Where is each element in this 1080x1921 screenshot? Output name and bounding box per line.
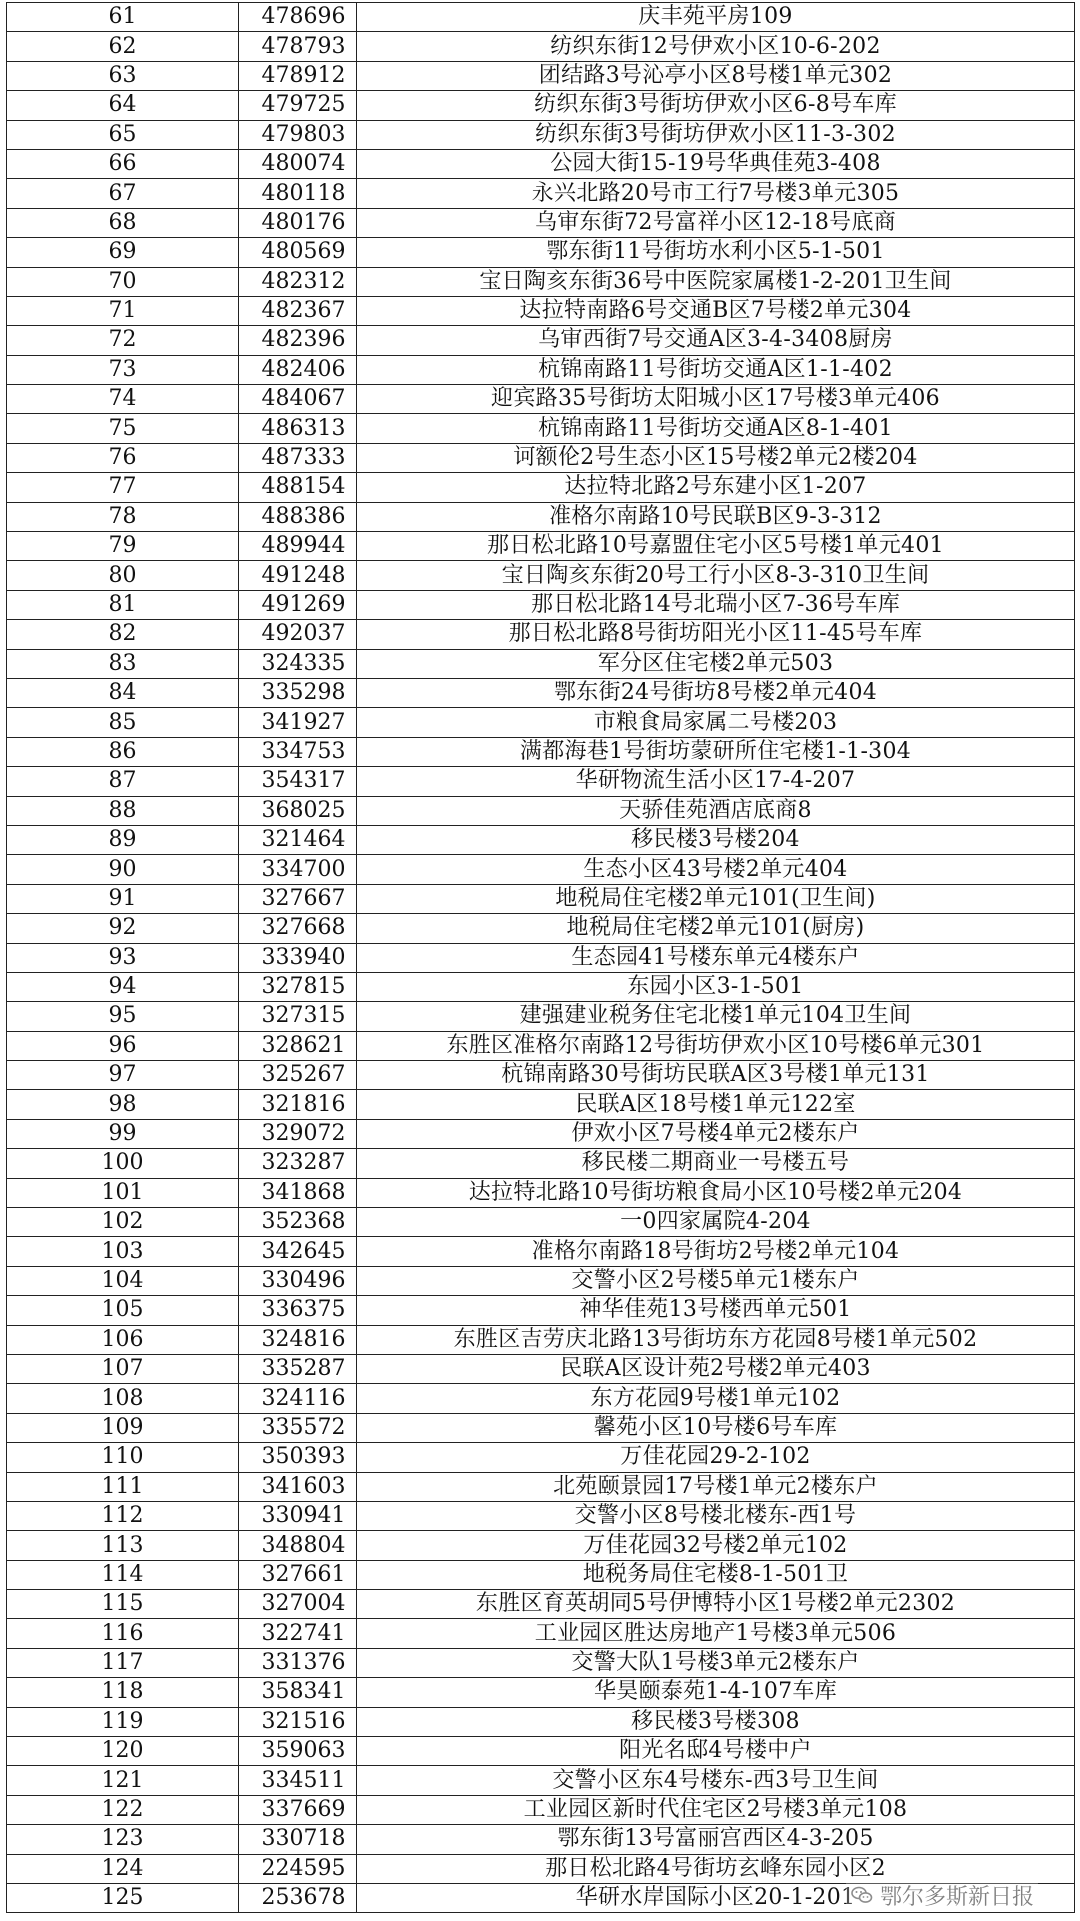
seq-cell: 109 — [7, 1413, 239, 1442]
seq-cell: 100 — [7, 1149, 239, 1178]
address-cell: 华昊颐泰苑1-4-107车库 — [357, 1678, 1075, 1707]
seq-cell: 66 — [7, 149, 239, 178]
table-row — [7, 208, 1075, 237]
seq-cell: 89 — [7, 825, 239, 854]
address-cell: 满都海巷1号街坊蒙研所住宅楼1-1-304 — [357, 737, 1075, 766]
watermark-text: 鄂尔多斯新日报 — [880, 1884, 1035, 1910]
seq-cell: 118 — [7, 1678, 239, 1707]
seq-cell: 63 — [7, 61, 239, 90]
table-row — [7, 737, 1075, 766]
code-cell: 352368 — [239, 1208, 357, 1237]
seq-cell: 98 — [7, 1090, 239, 1119]
code-cell: 480118 — [239, 179, 357, 208]
table-row — [7, 943, 1075, 972]
table-row — [7, 1707, 1075, 1736]
table-row — [7, 3, 1075, 32]
seq-cell: 78 — [7, 502, 239, 531]
seq-cell: 85 — [7, 708, 239, 737]
address-cell: 达拉特北路10号街坊粮食局小区10号楼2单元204 — [357, 1178, 1075, 1207]
address-cell: 移民楼3号楼204 — [357, 825, 1075, 854]
code-cell: 482406 — [239, 355, 357, 384]
code-cell: 354317 — [239, 767, 357, 796]
code-cell: 480074 — [239, 149, 357, 178]
seq-cell: 93 — [7, 943, 239, 972]
table-row — [7, 1296, 1075, 1325]
seq-cell: 108 — [7, 1384, 239, 1413]
code-cell: 479725 — [239, 91, 357, 120]
address-cell: 生态园41号楼东单元4楼东户 — [357, 943, 1075, 972]
address-cell: 交警小区8号楼北楼东-西1号 — [357, 1501, 1075, 1530]
seq-cell: 80 — [7, 561, 239, 590]
code-cell: 327815 — [239, 972, 357, 1001]
seq-cell: 75 — [7, 414, 239, 443]
seq-cell: 115 — [7, 1590, 239, 1619]
seq-cell: 112 — [7, 1501, 239, 1530]
code-cell: 321516 — [239, 1707, 357, 1736]
seq-cell: 69 — [7, 238, 239, 267]
seq-cell: 101 — [7, 1178, 239, 1207]
address-cell: 东胜区育英胡同5号伊博特小区1号楼2单元2302 — [357, 1590, 1075, 1619]
seq-cell: 92 — [7, 914, 239, 943]
table-row — [7, 1061, 1075, 1090]
table-row — [7, 1354, 1075, 1383]
table-row — [7, 1825, 1075, 1854]
code-cell: 335287 — [239, 1354, 357, 1383]
address-cell: 伊欢小区7号楼4单元2楼东户 — [357, 1119, 1075, 1148]
code-cell: 325267 — [239, 1061, 357, 1090]
seq-cell: 96 — [7, 1031, 239, 1060]
seq-cell: 90 — [7, 855, 239, 884]
table-row — [7, 1266, 1075, 1295]
address-cell: 达拉特北路2号东建小区1-207 — [357, 473, 1075, 502]
address-cell: 交警小区东4号楼东-西3号卫生间 — [357, 1766, 1075, 1795]
wechat-icon — [850, 1883, 874, 1907]
seq-cell: 113 — [7, 1531, 239, 1560]
code-cell: 331376 — [239, 1648, 357, 1677]
code-cell: 327668 — [239, 914, 357, 943]
code-cell: 478912 — [239, 61, 357, 90]
code-cell: 359063 — [239, 1737, 357, 1766]
table-row — [7, 443, 1075, 472]
table-row — [7, 473, 1075, 502]
address-cell: 移民楼3号楼308 — [357, 1707, 1075, 1736]
code-cell: 478696 — [239, 3, 357, 32]
table-row — [7, 326, 1075, 355]
table-row — [7, 238, 1075, 267]
address-cell: 杭锦南路30号街坊民联A区3号楼1单元131 — [357, 1061, 1075, 1090]
seq-cell: 125 — [7, 1884, 239, 1913]
code-cell: 327667 — [239, 884, 357, 913]
code-cell: 324116 — [239, 1384, 357, 1413]
code-cell: 358341 — [239, 1678, 357, 1707]
seq-cell: 72 — [7, 326, 239, 355]
address-cell: 宝日陶亥东街36号中医院家属楼1-2-201卫生间 — [357, 267, 1075, 296]
code-cell: 328621 — [239, 1031, 357, 1060]
seq-cell: 120 — [7, 1737, 239, 1766]
address-cell: 民联A区18号楼1单元122室 — [357, 1090, 1075, 1119]
address-cell: 神华佳苑13号楼西单元501 — [357, 1296, 1075, 1325]
seq-cell: 70 — [7, 267, 239, 296]
address-cell: 工业园区胜达房地产1号楼3单元506 — [357, 1619, 1075, 1648]
table-row — [7, 1619, 1075, 1648]
code-cell: 489944 — [239, 532, 357, 561]
seq-cell: 82 — [7, 620, 239, 649]
table-row — [7, 796, 1075, 825]
seq-cell: 61 — [7, 3, 239, 32]
code-cell: 482396 — [239, 326, 357, 355]
code-cell: 368025 — [239, 796, 357, 825]
table-row — [7, 914, 1075, 943]
code-cell: 330496 — [239, 1266, 357, 1295]
seq-cell: 73 — [7, 355, 239, 384]
address-cell: 华研水岸国际小区20-1-201 — [357, 1884, 1075, 1913]
address-cell: 那日松北路4号街坊玄峰东园小区2 — [357, 1854, 1075, 1883]
address-cell: 建强建业税务住宅北楼1单元104卫生间 — [357, 1002, 1075, 1031]
address-cell: 庆丰苑平房109 — [357, 3, 1075, 32]
address-cell: 东方花园9号楼1单元102 — [357, 1384, 1075, 1413]
table-row — [7, 708, 1075, 737]
address-cell: 达拉特南路6号交通B区7号楼2单元304 — [357, 296, 1075, 325]
table-row — [7, 1531, 1075, 1560]
code-cell: 334700 — [239, 855, 357, 884]
code-cell: 324816 — [239, 1325, 357, 1354]
code-cell: 491248 — [239, 561, 357, 590]
address-cell: 馨苑小区10号楼6号车库 — [357, 1413, 1075, 1442]
seq-cell: 119 — [7, 1707, 239, 1736]
seq-cell: 81 — [7, 590, 239, 619]
code-cell: 224595 — [239, 1854, 357, 1883]
code-cell: 337669 — [239, 1795, 357, 1824]
table-row — [7, 1119, 1075, 1148]
address-cell: 工业园区新时代住宅区2号楼3单元108 — [357, 1795, 1075, 1824]
seq-cell: 117 — [7, 1648, 239, 1677]
seq-cell: 91 — [7, 884, 239, 913]
address-cell: 地税局住宅楼2单元101(卫生间) — [357, 884, 1075, 913]
seq-cell: 99 — [7, 1119, 239, 1148]
seq-cell: 103 — [7, 1237, 239, 1266]
address-cell: 永兴北路20号市工行7号楼3单元305 — [357, 179, 1075, 208]
seq-cell: 95 — [7, 1002, 239, 1031]
table-row — [7, 972, 1075, 1001]
seq-cell: 110 — [7, 1443, 239, 1472]
code-cell: 321816 — [239, 1090, 357, 1119]
table-row — [7, 91, 1075, 120]
code-cell: 487333 — [239, 443, 357, 472]
table-row — [7, 502, 1075, 531]
code-cell: 350393 — [239, 1443, 357, 1472]
seq-cell: 97 — [7, 1061, 239, 1090]
seq-cell: 104 — [7, 1266, 239, 1295]
seq-cell: 74 — [7, 385, 239, 414]
table-row — [7, 1766, 1075, 1795]
table-row — [7, 532, 1075, 561]
address-cell: 地税务局住宅楼8-1-501卫 — [357, 1560, 1075, 1589]
table-row — [7, 355, 1075, 384]
code-cell: 330718 — [239, 1825, 357, 1854]
code-cell: 479803 — [239, 120, 357, 149]
seq-cell: 94 — [7, 972, 239, 1001]
seq-cell: 71 — [7, 296, 239, 325]
code-cell: 329072 — [239, 1119, 357, 1148]
code-cell: 334511 — [239, 1766, 357, 1795]
address-cell: 那日松北路10号嘉盟住宅小区5号楼1单元401 — [357, 532, 1075, 561]
table-row — [7, 32, 1075, 61]
address-cell: 东胜区准格尔南路12号街坊伊欢小区10号楼6单元301 — [357, 1031, 1075, 1060]
address-cell: 纺织东街3号街坊伊欢小区6-8号车库 — [357, 91, 1075, 120]
address-cell: 准格尔南路18号街坊2号楼2单元104 — [357, 1237, 1075, 1266]
address-cell: 市粮食局家属二号楼203 — [357, 708, 1075, 737]
seq-cell: 116 — [7, 1619, 239, 1648]
seq-cell: 123 — [7, 1825, 239, 1854]
seq-cell: 102 — [7, 1208, 239, 1237]
seq-cell: 67 — [7, 179, 239, 208]
code-cell: 341868 — [239, 1178, 357, 1207]
table-row — [7, 767, 1075, 796]
table-row — [7, 1443, 1075, 1472]
code-cell: 333940 — [239, 943, 357, 972]
seq-cell: 65 — [7, 120, 239, 149]
address-cell: 鄂东街11号街坊水利小区5-1-501 — [357, 238, 1075, 267]
address-cell: 交警大队1号楼3单元2楼东户 — [357, 1648, 1075, 1677]
address-cell: 乌审东街72号富祥小区12-18号底商 — [357, 208, 1075, 237]
table-row — [7, 590, 1075, 619]
table-row — [7, 1090, 1075, 1119]
table-row — [7, 678, 1075, 707]
address-cell: 纺织东街12号伊欢小区10-6-202 — [357, 32, 1075, 61]
seq-cell: 77 — [7, 473, 239, 502]
publisher-watermark — [846, 1879, 1038, 1911]
table-row — [7, 1472, 1075, 1501]
table-row — [7, 179, 1075, 208]
address-cell: 移民楼二期商业一号楼五号 — [357, 1149, 1075, 1178]
address-cell: 万佳花园32号楼2单元102 — [357, 1531, 1075, 1560]
table-row — [7, 649, 1075, 678]
table-row — [7, 855, 1075, 884]
code-cell: 327661 — [239, 1560, 357, 1589]
table-row — [7, 1002, 1075, 1031]
code-cell: 486313 — [239, 414, 357, 443]
address-cell: 军分区住宅楼2单元503 — [357, 649, 1075, 678]
table-row — [7, 296, 1075, 325]
address-cell: 阳光名邸4号楼中户 — [357, 1737, 1075, 1766]
address-cell: 华研物流生活小区17-4-207 — [357, 767, 1075, 796]
seq-cell: 62 — [7, 32, 239, 61]
seq-cell: 121 — [7, 1766, 239, 1795]
code-cell: 336375 — [239, 1296, 357, 1325]
address-cell: 一0四家属院4-204 — [357, 1208, 1075, 1237]
address-cell: 天骄佳苑酒店底商8 — [357, 796, 1075, 825]
table-row — [7, 1031, 1075, 1060]
code-cell: 322741 — [239, 1619, 357, 1648]
address-cell: 宝日陶亥东街20号工行小区8-3-310卫生间 — [357, 561, 1075, 590]
address-table — [6, 2, 1075, 1913]
seq-cell: 106 — [7, 1325, 239, 1354]
table-row — [7, 1560, 1075, 1589]
seq-cell: 124 — [7, 1854, 239, 1883]
table-row — [7, 1237, 1075, 1266]
code-cell: 480569 — [239, 238, 357, 267]
code-cell: 327315 — [239, 1002, 357, 1031]
table-row — [7, 1737, 1075, 1766]
code-cell: 480176 — [239, 208, 357, 237]
code-cell: 327004 — [239, 1590, 357, 1619]
address-cell: 杭锦南路11号街坊交通A区1-1-402 — [357, 355, 1075, 384]
address-cell: 准格尔南路10号民联B区9-3-312 — [357, 502, 1075, 531]
address-cell: 东园小区3-1-501 — [357, 972, 1075, 1001]
seq-cell: 88 — [7, 796, 239, 825]
table-row — [7, 61, 1075, 90]
address-cell: 公园大街15-19号华典佳苑3-408 — [357, 149, 1075, 178]
table-row — [7, 1648, 1075, 1677]
code-cell: 348804 — [239, 1531, 357, 1560]
table-row — [7, 1149, 1075, 1178]
table-row — [7, 1795, 1075, 1824]
table-row — [7, 1208, 1075, 1237]
code-cell: 334753 — [239, 737, 357, 766]
address-cell: 北苑颐景园17号楼1单元2楼东户 — [357, 1472, 1075, 1501]
code-cell: 482312 — [239, 267, 357, 296]
seq-cell: 111 — [7, 1472, 239, 1501]
seq-cell: 64 — [7, 91, 239, 120]
address-cell: 东胜区吉劳庆北路13号街坊东方花园8号楼1单元502 — [357, 1325, 1075, 1354]
code-cell: 491269 — [239, 590, 357, 619]
seq-cell: 105 — [7, 1296, 239, 1325]
seq-cell: 107 — [7, 1354, 239, 1383]
code-cell: 492037 — [239, 620, 357, 649]
table-row — [7, 884, 1075, 913]
seq-cell: 83 — [7, 649, 239, 678]
table-row — [7, 149, 1075, 178]
code-cell: 488154 — [239, 473, 357, 502]
table-row — [7, 1178, 1075, 1207]
code-cell: 484067 — [239, 385, 357, 414]
code-cell: 324335 — [239, 649, 357, 678]
table-row — [7, 620, 1075, 649]
code-cell: 341603 — [239, 1472, 357, 1501]
seq-cell: 87 — [7, 767, 239, 796]
seq-cell: 122 — [7, 1795, 239, 1824]
address-cell: 鄂东街24号街坊8号楼2单元404 — [357, 678, 1075, 707]
seq-cell: 86 — [7, 737, 239, 766]
table-row — [7, 120, 1075, 149]
table-row — [7, 1678, 1075, 1707]
address-cell: 民联A区设计苑2号楼2单元403 — [357, 1354, 1075, 1383]
address-cell: 地税局住宅楼2单元101(厨房) — [357, 914, 1075, 943]
table-row — [7, 385, 1075, 414]
table-row — [7, 1501, 1075, 1530]
address-cell: 鄂东街13号富丽宫西区4-3-205 — [357, 1825, 1075, 1854]
table-row — [7, 1590, 1075, 1619]
seq-cell: 79 — [7, 532, 239, 561]
seq-cell: 114 — [7, 1560, 239, 1589]
table-row — [7, 825, 1075, 854]
code-cell: 342645 — [239, 1237, 357, 1266]
seq-cell: 84 — [7, 678, 239, 707]
table-body — [7, 3, 1075, 1913]
table-row — [7, 1384, 1075, 1413]
address-cell: 那日松北路14号北瑞小区7-36号车库 — [357, 590, 1075, 619]
code-cell: 488386 — [239, 502, 357, 531]
address-cell: 团结路3号沁亭小区8号楼1单元302 — [357, 61, 1075, 90]
seq-cell: 76 — [7, 443, 239, 472]
address-cell: 杭锦南路11号街坊交通A区8-1-401 — [357, 414, 1075, 443]
address-cell: 诃额伦2号生态小区15号楼2单元2楼204 — [357, 443, 1075, 472]
table-row — [7, 1325, 1075, 1354]
code-cell: 341927 — [239, 708, 357, 737]
address-cell: 纺织东街3号街坊伊欢小区11-3-302 — [357, 120, 1075, 149]
address-cell: 乌审西街7号交通A区3-4-3408厨房 — [357, 326, 1075, 355]
address-cell: 迎宾路35号街坊太阳城小区17号楼3单元406 — [357, 385, 1075, 414]
table-row — [7, 267, 1075, 296]
address-cell: 生态小区43号楼2单元404 — [357, 855, 1075, 884]
table-row — [7, 1413, 1075, 1442]
code-cell: 323287 — [239, 1149, 357, 1178]
code-cell: 482367 — [239, 296, 357, 325]
code-cell: 335572 — [239, 1413, 357, 1442]
code-cell: 253678 — [239, 1884, 357, 1913]
seq-cell: 68 — [7, 208, 239, 237]
address-cell: 交警小区2号楼5单元1楼东户 — [357, 1266, 1075, 1295]
table-row — [7, 414, 1075, 443]
code-cell: 321464 — [239, 825, 357, 854]
address-cell: 万佳花园29-2-102 — [357, 1443, 1075, 1472]
address-cell: 那日松北路8号街坊阳光小区11-45号车库 — [357, 620, 1075, 649]
code-cell: 478793 — [239, 32, 357, 61]
code-cell: 335298 — [239, 678, 357, 707]
code-cell: 330941 — [239, 1501, 357, 1530]
table-row — [7, 561, 1075, 590]
